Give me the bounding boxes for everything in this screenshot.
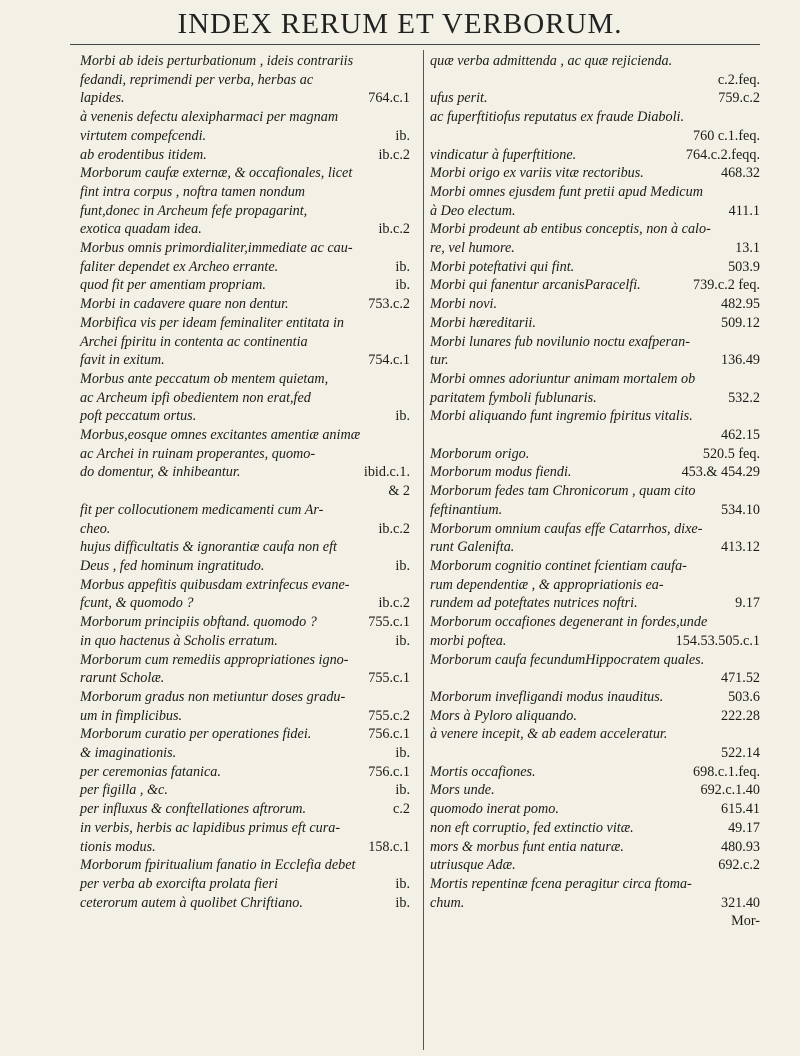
index-entry (430, 445, 760, 464)
index-entry (80, 258, 410, 277)
index-entry-reference: 522.14 (720, 745, 760, 762)
index-entry (430, 781, 760, 800)
index-entry (80, 89, 410, 108)
index-entry (80, 520, 410, 539)
index-entry (80, 463, 410, 482)
index-entry-reference: 755.c.1 (368, 614, 410, 631)
index-entry (80, 501, 410, 520)
index-entry (80, 781, 410, 800)
index-entry-text: utriusque Adæ. (430, 857, 516, 874)
index-entry-text: fcunt, & quomodo ? (80, 595, 194, 612)
index-entry-text: Morbus,eosque omnes excitantes amentiæ animæ (80, 427, 361, 444)
index-entry (430, 127, 760, 146)
index-entry-reference: 136.49 (720, 352, 760, 369)
index-entry-reference: 453.& 454.29 (681, 464, 760, 481)
index-entry (430, 520, 760, 539)
index-entry-text: per ceremonias fatanica. (80, 763, 221, 780)
index-entry (80, 351, 410, 370)
index-entry-reference: 462.15 (720, 427, 760, 444)
index-entry (80, 389, 410, 408)
index-entry-text: ac Archei in ruinam properantes, quomo- (80, 445, 316, 462)
index-entry (430, 651, 760, 670)
index-entry-text: quæ verba admittenda , ac quæ rejicienda. (430, 53, 673, 69)
index-entry (80, 613, 410, 632)
index-entry (430, 838, 760, 857)
index-entry-text (430, 427, 434, 443)
index-entry-text (430, 128, 434, 144)
index-entry-text: Morbi ab ideis perturbationum , ideis contrariis (80, 53, 354, 69)
index-entry-text: Morborum principiis obftand. quomodo ? (80, 614, 317, 631)
index-entry (80, 295, 410, 314)
index-entry-text: do domentur, & inhibeantur. (80, 464, 241, 481)
index-entry (430, 258, 760, 277)
index-entry (80, 202, 410, 221)
index-entry-reference: 534.10 (720, 501, 760, 518)
index-entry (430, 669, 760, 688)
index-entry-reference: ib. (395, 632, 410, 649)
index-entry-reference: 756.c.1 (368, 726, 410, 743)
index-entry-text: vindicatur à fuperftitione. (430, 146, 577, 163)
index-entry-text: exotica quadam idea. (80, 221, 202, 238)
index-entry-text: tur. (430, 352, 449, 369)
index-entry (430, 108, 760, 127)
index-entry (430, 744, 760, 763)
index-entry-text: quomodo inerat pomo. (430, 801, 559, 818)
index-entry (80, 744, 410, 763)
index-entry-text: Morbus appefitis quibusdam extrinfecus evane- (80, 576, 350, 593)
index-entry-text: hujus difficultatis & ignorantiæ caufa non eft (80, 539, 337, 556)
index-entry (430, 463, 760, 482)
index-entry-text: Morbus ante peccatum ob mentem quietam, (80, 370, 329, 387)
index-entry-text: per verba ab exorcifta prolata fieri (80, 875, 278, 892)
index-entry-text: in quo hactenus à Scholis erratum. (80, 632, 278, 649)
index-entry-text: Morborum cum remediis appropriationes igno- (80, 651, 349, 668)
index-entry-text: Morborum fedes tam Chronicorum , quam cito (430, 483, 696, 500)
index-entry-text: runt Galenifta. (430, 539, 515, 556)
index-entry (430, 71, 760, 90)
index-entry (80, 146, 410, 165)
index-entry (430, 819, 760, 838)
index-entry-text: funt,donec in Archeum fefe propagarint, (80, 202, 308, 219)
index-entry (80, 407, 410, 426)
index-entry-text: Morbi poteftativi qui fint. (430, 258, 575, 275)
index-entry-text (430, 745, 434, 761)
index-entry-text: Morbi prodeunt ab entibus conceptis, non à calo- (430, 221, 711, 238)
index-entry-text: Morbi hæreditarii. (430, 314, 536, 331)
index-entry-reference: Mor- (731, 913, 760, 930)
index-entry-reference: 158.c.1 (368, 838, 410, 855)
index-entry-text: à venere incepit, & ab eadem acceleratur. (430, 726, 668, 743)
index-entry-reference: & 2 (388, 483, 410, 500)
index-entry-reference: 321.40 (720, 894, 760, 911)
index-entry-text: & imaginationis. (80, 745, 177, 762)
index-entry-text: virtutem compefcendi. (80, 127, 207, 144)
index-entry-reference: 753.c.2 (368, 296, 410, 313)
index-entry-text (430, 72, 434, 88)
index-entry-text: ac Archeum ipfi obedientem non erat,fed (80, 389, 311, 406)
index-entry-reference: ib. (395, 875, 410, 892)
index-entry-text: Mors unde. (430, 782, 495, 799)
index-entry-reference: ib.c.2 (378, 595, 410, 612)
index-entry-reference: 222.28 (720, 707, 760, 724)
column-divider (423, 50, 424, 1050)
index-entry-reference: 503.9 (728, 258, 760, 275)
index-entry-reference: 413.12 (720, 539, 760, 556)
index-entry (430, 276, 760, 295)
index-entry-text: Deus , fed hominum ingratitudo. (80, 557, 265, 574)
index-entry (80, 276, 410, 295)
index-entry (80, 52, 410, 71)
index-entry (430, 482, 760, 501)
index-entry-text: Morborum curatio per operationes fidei. (80, 726, 312, 743)
index-entry-text: Morborum omnium caufas effe Catarrhos, dixe- (430, 520, 703, 537)
index-entry (430, 875, 760, 894)
index-entry-reference: ib. (395, 277, 410, 294)
index-entry (80, 819, 410, 838)
index-entry-text (430, 670, 434, 686)
index-entry-text: Morborum modus fiendi. (430, 464, 572, 481)
index-entry-reference: 411.1 (728, 202, 760, 219)
index-entry-text: Morborum caufæ externæ, & occafionales, licet (80, 165, 353, 182)
index-entry (430, 164, 760, 183)
index-entry-text: paritatem fymboli fublunaris. (430, 389, 597, 406)
index-entry (80, 632, 410, 651)
index-entry-text: Morborum origo. (430, 445, 530, 462)
index-entry (430, 426, 760, 445)
index-entry (80, 594, 410, 613)
index-entry (430, 557, 760, 576)
index-entry-reference: ib. (395, 745, 410, 762)
index-entry (430, 894, 760, 913)
index-entry-text: fedandi, reprimendi per verba, herbas ac (80, 71, 314, 88)
index-entry-text: per influxus & conftellationes aftrorum. (80, 801, 307, 818)
index-entry-text: Morbi in cadavere quare non dentur. (80, 296, 289, 313)
index-entry-reference: ib.c.2 (378, 221, 410, 238)
index-entry (430, 183, 760, 202)
index-entry-reference: ib. (395, 408, 410, 425)
index-entry-reference: 764.c.1 (368, 90, 410, 107)
index-entry (80, 239, 410, 258)
index-entry-text: Morborum caufa fecundumHippocratem quales. (430, 651, 705, 668)
index-entry (80, 71, 410, 90)
index-entry-text: fint intra corpus , noftra tamen nondum (80, 183, 306, 200)
index-entry-reference: c.2.feq. (717, 71, 760, 88)
index-entry-text: Mortis occafiones. (430, 763, 536, 780)
index-entry-reference: ib. (395, 894, 410, 911)
index-entry (430, 351, 760, 370)
page-header: INDEX RERUM ET VERBORUM. (177, 8, 623, 40)
index-entry-text: Morbi lunares fub novilunio noctu exafperan- (430, 333, 690, 350)
index-entry-reference: 759.c.2 (718, 90, 760, 107)
index-entry-reference: ib. (395, 127, 410, 144)
index-entry-text: Morbi aliquando funt ingremio fpiritus vitalis. (430, 408, 693, 425)
index-entry (80, 763, 410, 782)
index-entry (80, 127, 410, 146)
index-entry-reference: 692.c.1.40 (700, 782, 760, 799)
index-entry-text: faliter dependet ex Archeo errante. (80, 258, 279, 275)
index-entry-text: Morbi novi. (430, 296, 497, 313)
index-entry-reference: ib. (395, 258, 410, 275)
index-entry (430, 688, 760, 707)
index-entry (430, 370, 760, 389)
index-entry (80, 370, 410, 389)
index-entry-text: mors & morbus funt entia naturæ. (430, 838, 624, 855)
index-entry-reference: 756.c.1 (368, 763, 410, 780)
index-entry-text: ufus perit. (430, 90, 488, 107)
index-entry (80, 445, 410, 464)
index-entry (80, 576, 410, 595)
index-entry (80, 164, 410, 183)
index-entry (430, 912, 760, 931)
index-entry (430, 594, 760, 613)
index-entry-text: Archei fpiritu in contenta ac continentia (80, 333, 308, 350)
index-entry-text: à venenis defectu alexipharmaci per magnam (80, 109, 339, 126)
index-entry (80, 707, 410, 726)
index-entry-reference: 503.6 (728, 688, 760, 705)
index-entry-reference: ibid.c.1. (363, 464, 410, 481)
left-column (80, 52, 410, 912)
index-entry (80, 108, 410, 127)
index-entry-text: Morbifica vis per ideam feminaliter entitata in (80, 314, 345, 331)
index-entry-reference: 764.c.2.feqq. (685, 146, 760, 163)
index-entry-reference: 532.2 (728, 389, 760, 406)
index-entry-text: non eft corruptio, fed extinctio vitæ. (430, 819, 634, 836)
index-entry (430, 501, 760, 520)
index-entry-reference: 760 c.1.feq. (693, 127, 760, 144)
index-entry (430, 146, 760, 165)
index-entry-text: chum. (430, 894, 465, 911)
index-entry-reference: 615.41 (720, 801, 760, 818)
index-entry-text: cheo. (80, 520, 111, 537)
index-entry (430, 314, 760, 333)
index-entry-text: ceterorum autem à quolibet Chriftiano. (80, 894, 303, 911)
index-entry (430, 239, 760, 258)
index-entry (430, 632, 760, 651)
index-entry-reference: ib. (395, 557, 410, 574)
index-entry (430, 333, 760, 352)
index-entry-text: Morbi omnes ejusdem funt pretii apud Medicum (430, 183, 703, 200)
index-entry-text: Morbus omnis primordialiter,immediate ac cau- (80, 240, 353, 257)
index-entry-text: morbi poftea. (430, 632, 507, 649)
index-entry (80, 688, 410, 707)
index-entry (430, 763, 760, 782)
index-entry-reference: 520.5 feq. (702, 445, 760, 462)
index-entry (430, 407, 760, 426)
index-entry-text: feftinantium. (430, 501, 503, 518)
index-entry-text: favit in exitum. (80, 352, 165, 369)
index-entry-reference: 509.12 (720, 314, 760, 331)
index-entry-reference: 49.17 (728, 819, 760, 836)
index-entry-text (80, 483, 84, 499)
index-entry (430, 220, 760, 239)
index-entry-text: um in fimplicibus. (80, 707, 183, 724)
index-entry-reference: 154.53.505.c.1 (675, 632, 760, 649)
index-entry-reference: 471.52 (720, 670, 760, 687)
index-entry (430, 89, 760, 108)
index-entry-reference: 755.c.1 (368, 670, 410, 687)
index-entry (430, 202, 760, 221)
index-entry-reference: 13.1 (735, 240, 760, 257)
index-entry-reference: ib. (395, 782, 410, 799)
index-entry (430, 856, 760, 875)
index-entry-text: Morborum occafiones degenerant in fordes,unde (430, 614, 708, 631)
index-entry-text: fit per collocutionem medicamenti cum Ar- (80, 501, 324, 518)
index-entry-reference: ib.c.2 (378, 520, 410, 537)
index-entry-text: poft peccatum ortus. (80, 408, 197, 425)
index-entry-reference: 482.95 (720, 296, 760, 313)
index-entry (80, 482, 410, 501)
index-entry (430, 725, 760, 744)
index-entry (430, 800, 760, 819)
index-entry (430, 613, 760, 632)
index-entry (80, 856, 410, 875)
index-entry-text: tionis modus. (80, 838, 156, 855)
index-entry-reference: ib.c.2 (378, 146, 410, 163)
index-entry (80, 538, 410, 557)
index-entry-text: Morbi origo ex variis vitæ rectoribus. (430, 165, 644, 182)
index-entry-reference: c.2 (393, 801, 410, 818)
index-entry (80, 725, 410, 744)
index-entry (80, 557, 410, 576)
index-entry-text: quod fit per amentiam propriam. (80, 277, 266, 294)
index-entry-text: ab erodentibus itidem. (80, 146, 207, 163)
index-entry-text: rarunt Scholæ. (80, 670, 165, 687)
index-entry (80, 651, 410, 670)
index-entry-text: lapides. (80, 90, 125, 107)
index-entry-reference: 754.c.1 (368, 352, 410, 369)
index-entry (430, 295, 760, 314)
index-entry (80, 333, 410, 352)
index-entry-text: rundem ad poteftates nutrices noftri. (430, 595, 638, 612)
index-entry-text: in verbis, herbis ac lapidibus primus eft cura- (80, 819, 341, 836)
index-entry-text: Morborum fpiritualium fanatio in Ecclefia debet (80, 857, 356, 874)
index-entry-reference: 698.c.1.feq. (693, 763, 760, 780)
index-entry (430, 538, 760, 557)
index-entry (430, 52, 760, 71)
index-entry-reference: 480.93 (720, 838, 760, 855)
index-entry-text: Morbi qui fanentur arcanisParacelfi. (430, 277, 641, 294)
index-entry-text: per figilla , &c. (80, 782, 168, 799)
index-entry-text: Morbi omnes adoriuntur animam mortalem ob (430, 370, 696, 387)
index-entry (80, 875, 410, 894)
index-entry-reference: 9.17 (735, 595, 760, 612)
index-entry-text: Morborum invefligandi modus inauditus. (430, 688, 664, 705)
index-entry (80, 183, 410, 202)
index-entry-reference: 468.32 (720, 165, 760, 182)
index-entry-text: Mors à Pyloro aliquando. (430, 707, 577, 724)
index-entry (80, 838, 410, 857)
index-entry (80, 894, 410, 913)
index-entry-reference: 755.c.2 (368, 707, 410, 724)
index-entry (430, 389, 760, 408)
index-entry-text: re, vel humore. (430, 240, 515, 257)
index-entry-reference: 739.c.2 feq. (693, 277, 760, 294)
index-entry-text: Morborum gradus non metiuntur doses gradu- (80, 688, 346, 705)
index-entry-text (430, 913, 434, 929)
index-entry (80, 314, 410, 333)
header-rule (70, 44, 760, 45)
right-column (430, 52, 760, 931)
index-entry (430, 576, 760, 595)
index-entry (80, 669, 410, 688)
index-entry-text: à Deo electum. (430, 202, 516, 219)
index-entry-text: rum dependentiæ , & appropriationis ea- (430, 576, 664, 593)
index-entry (80, 220, 410, 239)
index-entry-reference: 692.c.2 (718, 857, 760, 874)
index-entry (80, 800, 410, 819)
index-entry (430, 707, 760, 726)
index-entry-text: Mortis repentinæ fcena peragitur circa ftoma- (430, 875, 692, 892)
index-entry-text: ac fuperftitiofus reputatus ex fraude Diaboli. (430, 109, 685, 126)
index-entry (80, 426, 410, 445)
index-entry-text: Morborum cognitio continet fcientiam caufa- (430, 557, 687, 574)
